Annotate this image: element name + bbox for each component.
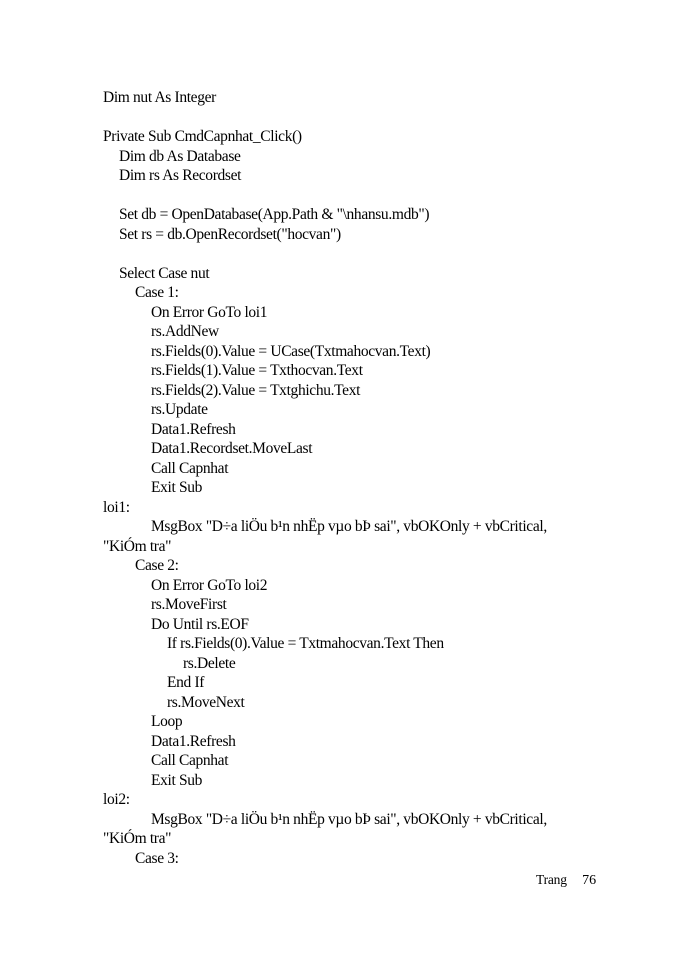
code-text: Set db = OpenDatabase(App.Path & "\nhansu.mdb") [119, 206, 430, 223]
code-line [0, 186, 700, 206]
code-line [0, 556, 700, 576]
code-line [0, 166, 700, 186]
code-text: Do Until rs.EOF [151, 615, 249, 633]
code-text: Private Sub CmdCapnhat_Click() [103, 128, 302, 145]
code-line [0, 108, 700, 128]
code-text: rs.Fields(1).Value = Txthocvan.Text [151, 362, 363, 379]
code-line [0, 147, 700, 167]
code-text: Data1.Refresh [151, 420, 236, 438]
code-text: Call Capnhat [151, 459, 229, 477]
code-text: "KiÓm tra" [103, 830, 172, 847]
code-line [0, 420, 700, 440]
code-line [0, 810, 700, 830]
code-text: rs.Fields(2).Value = Txtghichu.Text [151, 381, 361, 399]
code-text: Set rs = db.OpenRecordset("hocvan") [119, 225, 341, 243]
code-line [0, 712, 700, 732]
code-line [0, 576, 700, 596]
code-line [0, 303, 700, 323]
code-line [0, 283, 700, 303]
code-text: MsgBox "D÷a liÖu b¹n nhËp vµo bÞ sai", vbOKOnly + vbCritical, [151, 518, 547, 535]
code-text: MsgBox "D÷a liÖu b¹n nhËp vµo bÞ sai", vbOKOnly + vbCritical, [151, 810, 547, 828]
code-text: If rs.Fields(0).Value = Txtmahocvan.Text Then [167, 635, 444, 652]
code-line [0, 849, 700, 869]
code-text: "KiÓm tra" [103, 537, 172, 555]
code-line [0, 361, 700, 381]
code-line [0, 595, 700, 615]
code-line [0, 517, 700, 537]
code-line [0, 693, 700, 713]
code-line [0, 88, 700, 108]
code-line [0, 459, 700, 479]
code-line [0, 654, 700, 674]
code-text: Loop [151, 713, 183, 730]
code-line [0, 790, 700, 810]
code-line [0, 400, 700, 420]
code-text: On Error GoTo loi1 [151, 303, 268, 321]
code-line [0, 634, 700, 654]
code-line [0, 537, 700, 557]
code-line [0, 751, 700, 771]
code-text: rs.MoveFirst [151, 596, 227, 613]
code-line [0, 322, 700, 342]
page-label: Trang [536, 872, 567, 887]
page-number: 76 [582, 873, 597, 888]
code-text: Case 2: [135, 557, 179, 574]
code-text: Exit Sub [151, 479, 203, 496]
code-text: rs.Fields(0).Value = UCase(Txtmahocvan.Text) [151, 342, 431, 360]
code-line [0, 225, 700, 245]
code-text: Call Capnhat [151, 752, 229, 769]
code-text: Data1.Refresh [151, 732, 236, 750]
code-line [0, 342, 700, 362]
code-text: loi1: [103, 498, 130, 516]
code-text: rs.AddNew [151, 323, 219, 340]
code-text: Data1.Recordset.MoveLast [151, 440, 313, 457]
code-text: Dim db As Database [119, 147, 241, 165]
code-text: Dim nut As Integer [103, 89, 216, 106]
code-line [0, 244, 700, 264]
code-text: Case 3: [135, 849, 179, 867]
code-line [0, 127, 700, 147]
code-line [0, 381, 700, 401]
code-line [0, 264, 700, 284]
code-text: rs.MoveNext [167, 693, 245, 711]
code-text: Exit Sub [151, 771, 203, 789]
code-line [0, 732, 700, 752]
code-text: Select Case nut [119, 264, 210, 282]
code-text: End If [167, 674, 205, 691]
code-line [0, 478, 700, 498]
code-text: On Error GoTo loi2 [151, 576, 268, 594]
code-line [0, 673, 700, 693]
code-text: Case 1: [135, 284, 179, 301]
code-line [0, 205, 700, 225]
code-text: rs.Update [151, 401, 208, 418]
code-line [0, 771, 700, 791]
code-text: loi2: [103, 791, 130, 808]
code-line [0, 439, 700, 459]
code-text: Dim rs As Recordset [119, 167, 242, 184]
code-listing [0, 88, 700, 868]
page-footer [536, 872, 596, 889]
code-line [0, 615, 700, 635]
code-line [0, 498, 700, 518]
code-line [0, 829, 700, 849]
code-text: rs.Delete [183, 654, 236, 672]
